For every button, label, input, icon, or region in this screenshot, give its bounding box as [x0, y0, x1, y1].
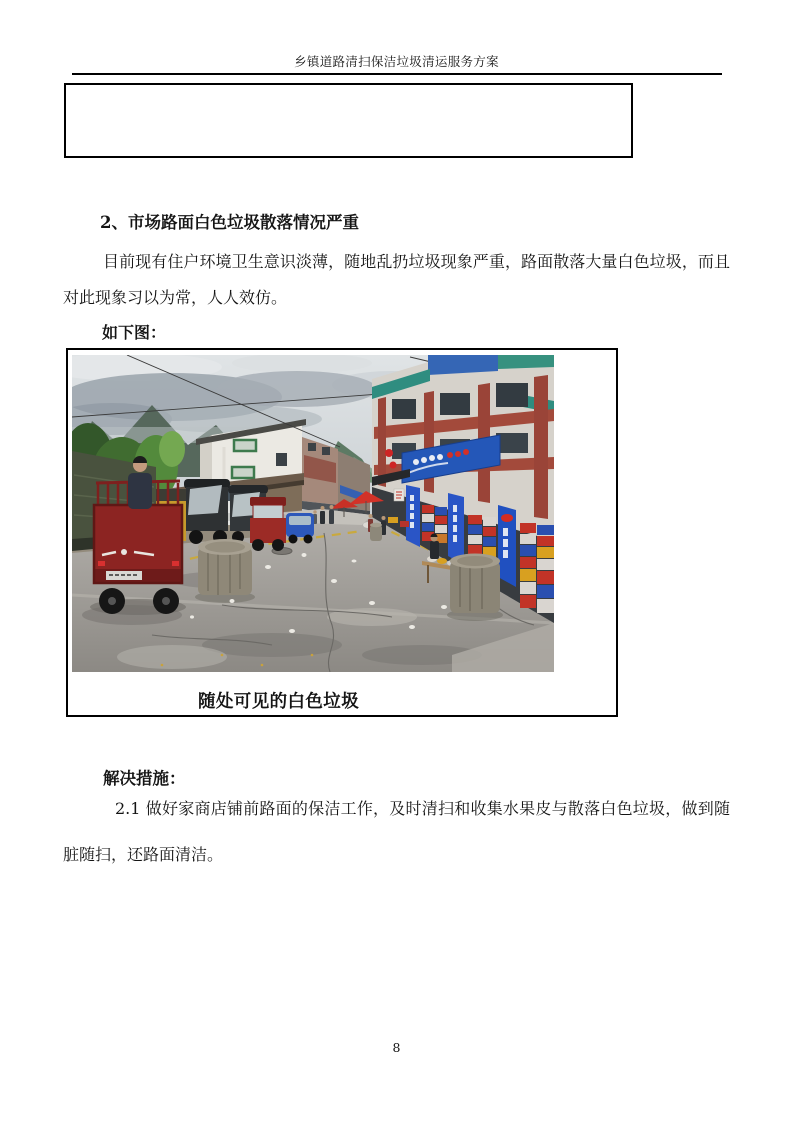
page-header-title: 乡镇道路清扫保洁垃圾清运服务方案 [294, 54, 499, 69]
text-frame-empty [64, 83, 633, 158]
section-heading: 2、市场路面白色垃圾散落情况严重 [100, 213, 359, 232]
page-number: 8 [392, 1040, 401, 1055]
solutions-paragraph-line2: 脏随扫，还路面清洁。 [63, 845, 224, 864]
section-paragraph-line1: 目前现有住户环境卫生意识淡薄，随地乱扔垃圾现象严重，路面散落大量白色垃圾，而且 [103, 252, 730, 271]
red-lantern [385, 449, 393, 457]
figure-lead: 如下图： [102, 323, 167, 342]
street-scene-photo [72, 355, 554, 672]
header-rule [72, 73, 722, 75]
figure-caption: 随处可见的白色垃圾 [198, 692, 360, 712]
solutions-heading: 解决措施： [103, 769, 186, 788]
solutions-paragraph-line1: 2.1 做好家商店铺前路面的保洁工作，及时清扫和收集水果皮与散落白色垃圾，做到随 [115, 799, 730, 818]
section-paragraph-line2: 对此现象习以为常，人人效仿。 [63, 288, 288, 307]
